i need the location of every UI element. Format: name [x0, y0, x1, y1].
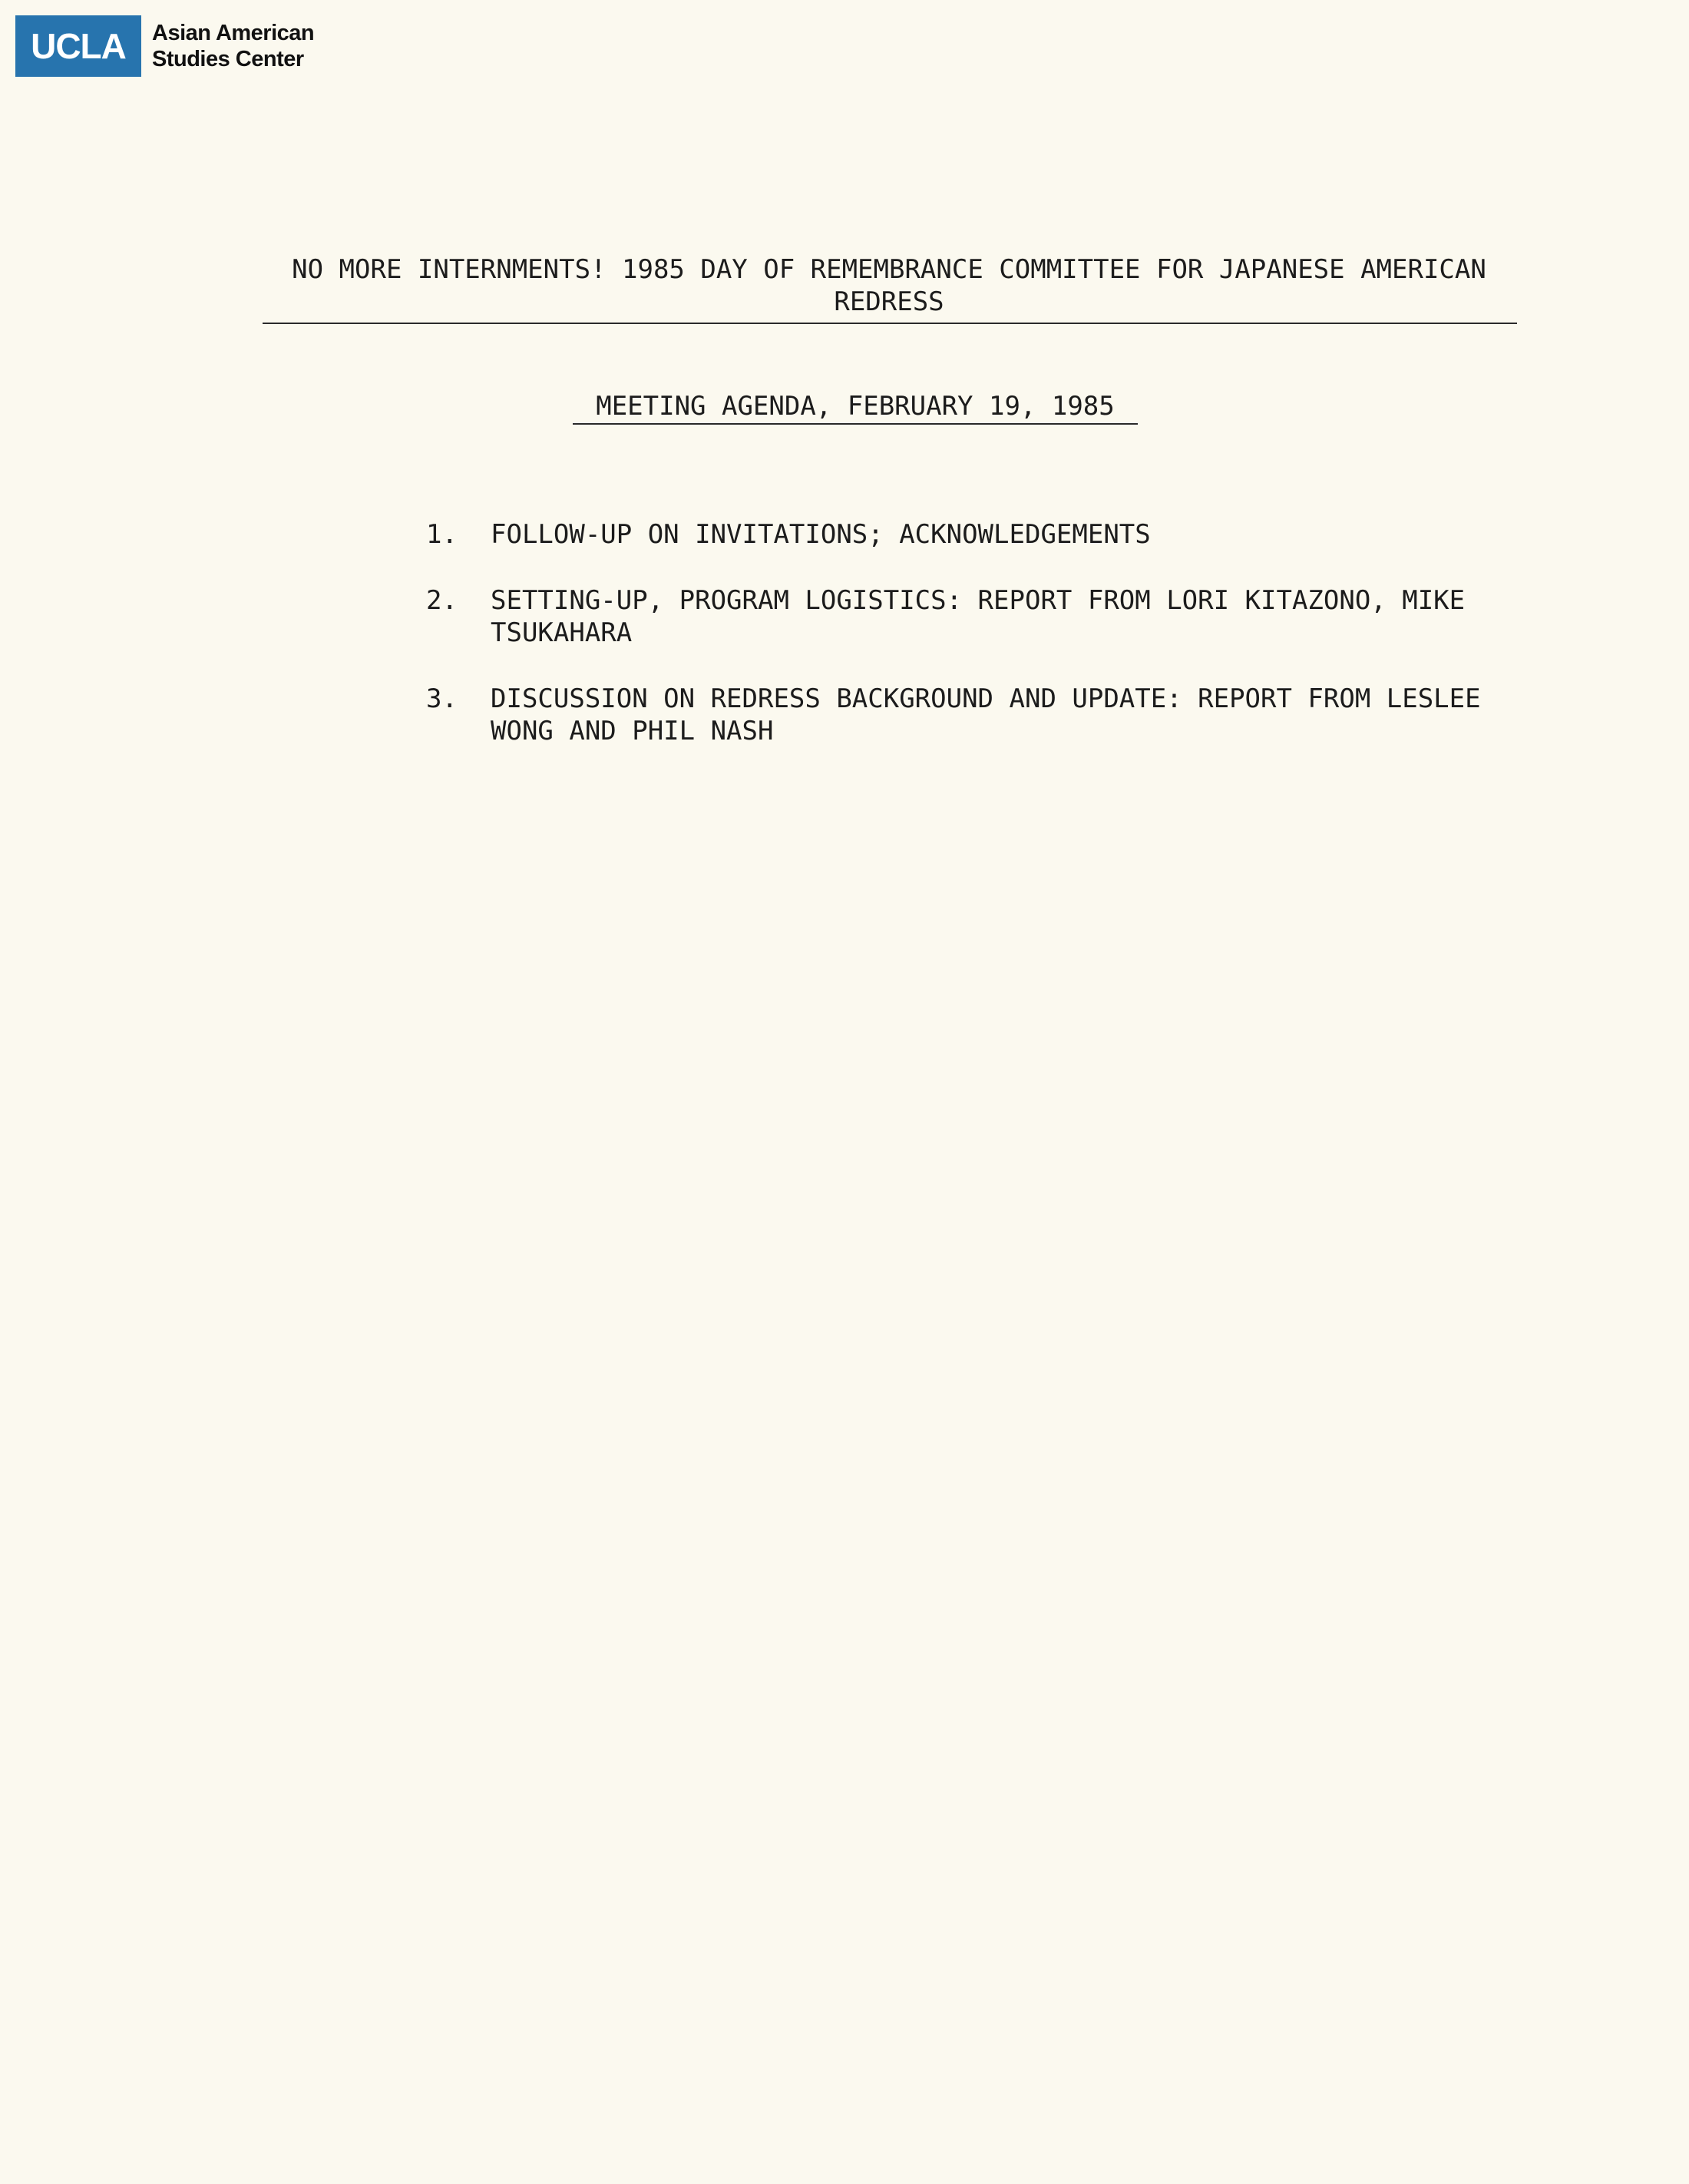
agenda-item-text: SETTING-UP, PROGRAM LOGISTICS: REPORT FROM LORI KITAZONO, MIKE TSUKAHARA [491, 585, 1466, 648]
agenda-item-text: FOLLOW-UP ON INVITATIONS; ACKNOWLEDGEMENTS [491, 519, 1151, 550]
agenda-item [426, 518, 1501, 551]
agenda-item-number: 1. [426, 519, 458, 550]
agenda-title: MEETING AGENDA, FEBRUARY 19, 1985 [596, 391, 1115, 422]
agenda-item [426, 584, 1501, 649]
agenda-item-number: 2. [426, 585, 458, 616]
center-name-line-2: Studies Center [152, 47, 304, 71]
heading-underline [263, 323, 1517, 324]
agenda-list [426, 518, 1501, 781]
agenda-item [426, 683, 1501, 747]
center-name [152, 20, 314, 72]
document-heading: NO MORE INTERNMENTS! 1985 DAY OF REMEMBRANCE COMMITTEE FOR JAPANESE AMERICAN REDRESS [292, 254, 1486, 317]
agenda-title-underline [573, 423, 1138, 425]
agenda-item-number: 3. [426, 683, 458, 714]
agenda-item-text: DISCUSSION ON REDRESS BACKGROUND AND UPDATE: REPORT FROM LESLEE WONG AND PHIL NASH [491, 683, 1481, 746]
center-name-line-1: Asian American [152, 21, 315, 45]
ucla-aasc-logo [15, 15, 314, 77]
ucla-logo-mark: UCLA [15, 15, 141, 77]
